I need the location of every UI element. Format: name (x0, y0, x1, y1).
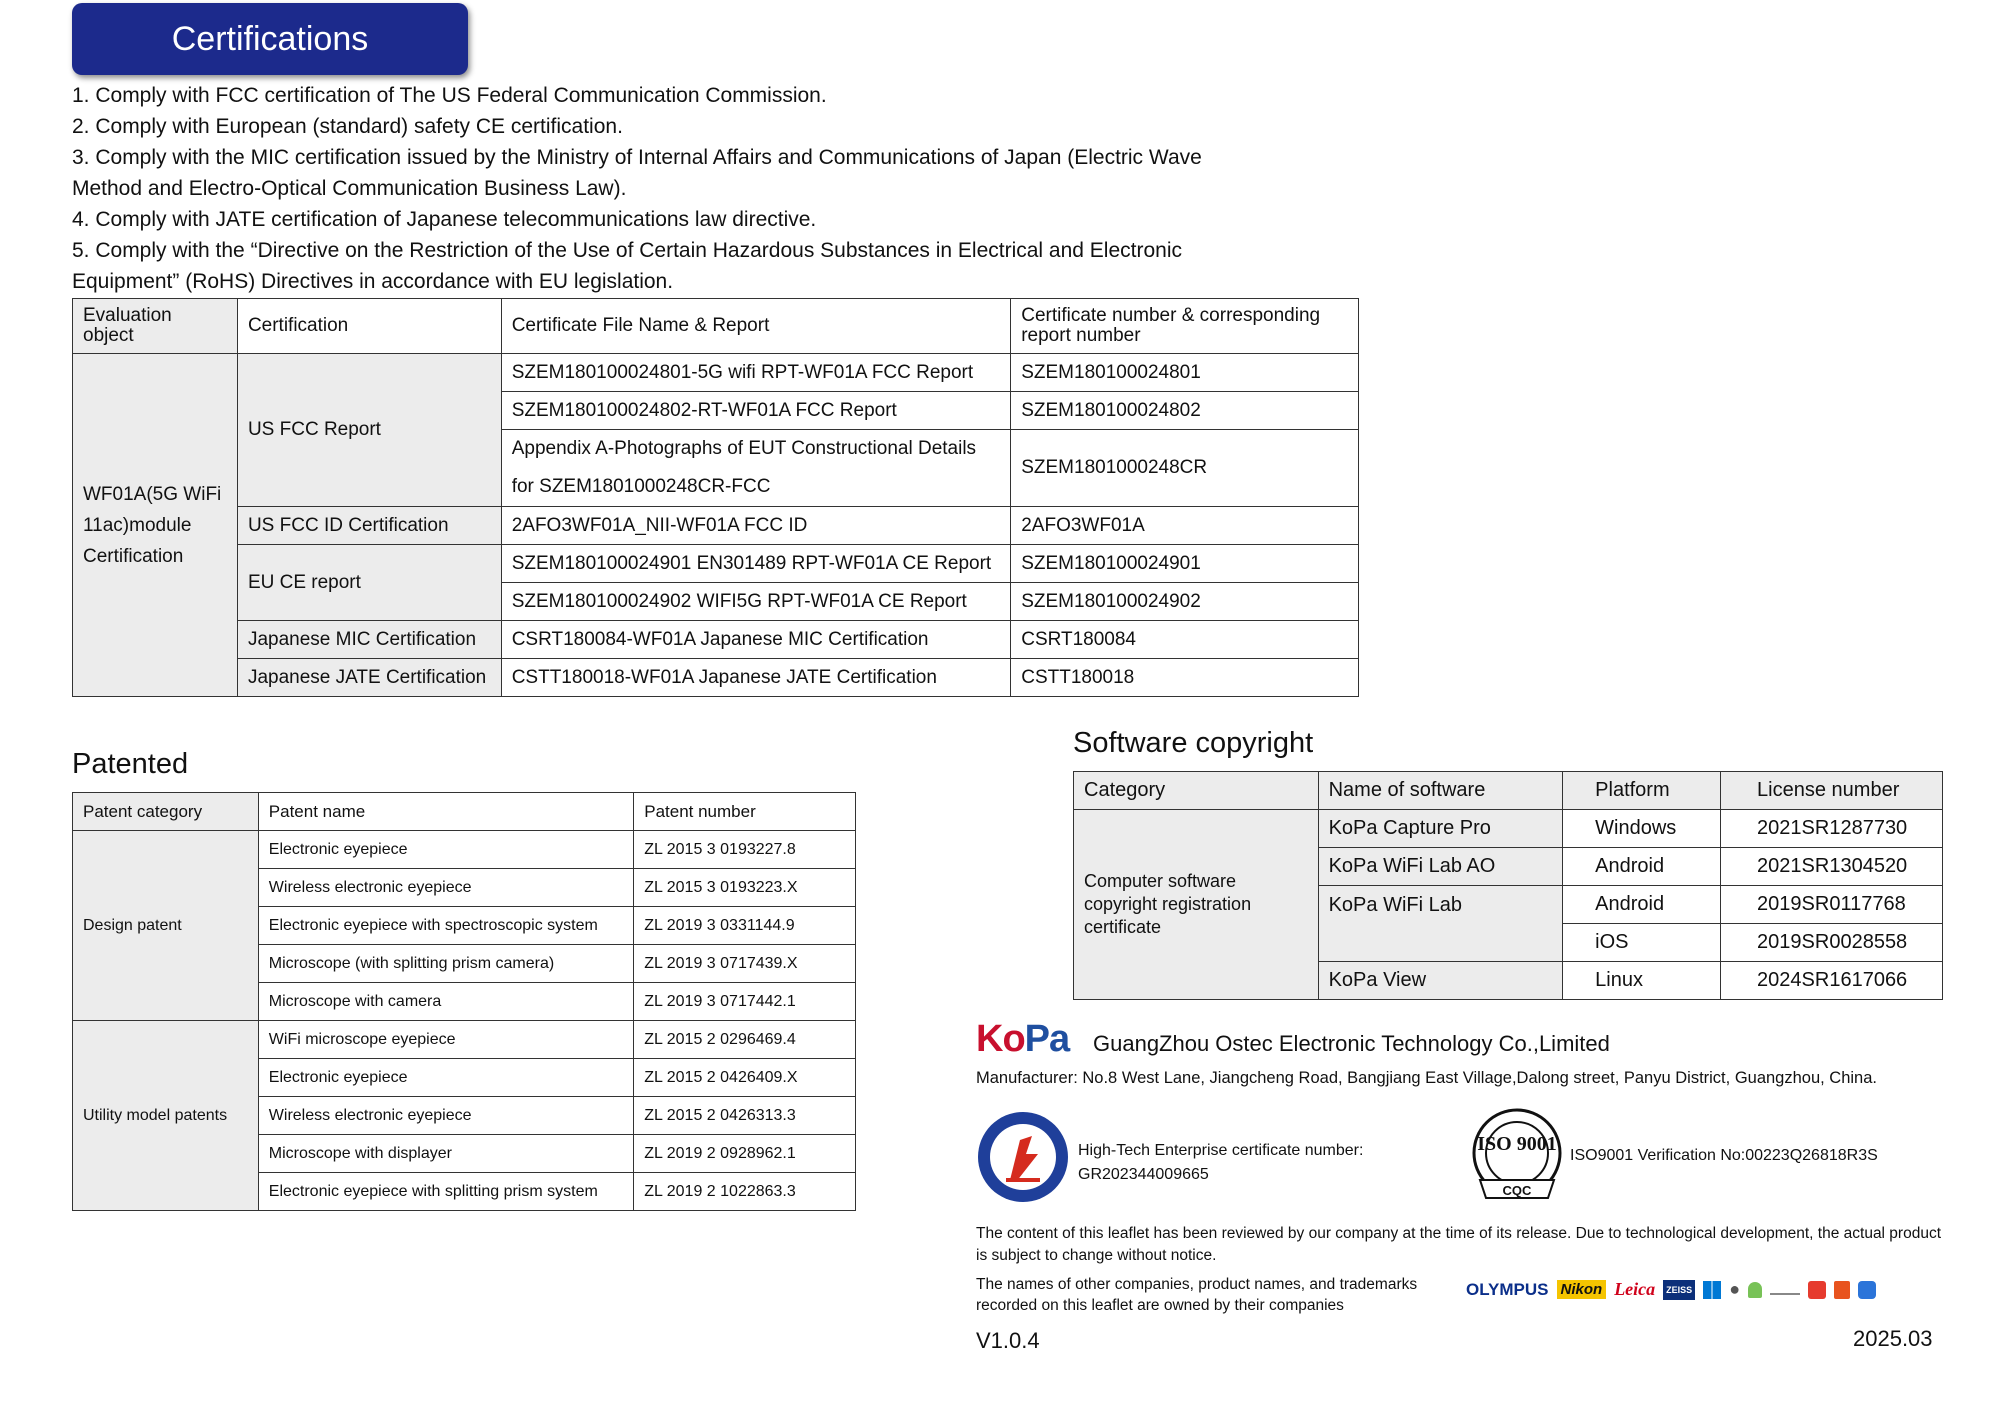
apple-icon: ● (1729, 1279, 1741, 1299)
patent-name: Microscope with camera (258, 983, 633, 1021)
license-cell: 2019SR0028558 (1721, 924, 1943, 962)
patent-name: Microscope (with splitting prism camera) (258, 945, 633, 983)
column-header: Certificate File Name & Report (501, 299, 1011, 354)
table-header-row (73, 793, 856, 831)
software-name: KoPa Capture Pro (1318, 810, 1563, 848)
compliance-line: Method and Electro-Optical Communication Business Law). (72, 177, 627, 200)
patent-name: Wireless electronic eyepiece (258, 869, 633, 907)
app-icon (1858, 1281, 1876, 1299)
compliance-line: 4. Comply with JATE certification of Japanese telecommunications law directive. (72, 208, 817, 231)
software-name: KoPa WiFi Lab AO (1318, 848, 1563, 886)
table-header-row (1074, 772, 1943, 810)
table-row (73, 354, 1359, 392)
table-row (1074, 810, 1943, 848)
number-cell: SZEM1801000248CR (1011, 430, 1359, 507)
patent-name: Electronic eyepiece (258, 831, 633, 869)
logo-text: Ko (976, 1018, 1025, 1060)
leica-logo: Leica (1614, 1279, 1656, 1299)
manufacturer-address: Manufacturer: No.8 West Lane, Jiangcheng Road, Bangjiang East Village,Dalong street, Panyu District, Guangzhou, China. (976, 1069, 1877, 1087)
file-name-cell: Appendix A-Photographs of EUT Constructional Details for SZEM1801000248CR-FCC (501, 430, 1011, 507)
table-row (73, 621, 1359, 659)
patent-number: ZL 2015 3 0193227.8 (634, 831, 856, 869)
file-name-cell: CSTT180018-WF01A Japanese JATE Certification (501, 659, 1011, 697)
column-header: Patent category (73, 793, 259, 831)
column-header: Certificate number & corresponding report number (1011, 299, 1359, 354)
evaluation-object: WF01A(5G WiFi 11ac)module Certification (73, 354, 238, 697)
compliance-line: 2. Comply with European (standard) safety CE certification. (72, 115, 623, 138)
file-name-cell: 2AFO3WF01A_NII-WF01A FCC ID (501, 507, 1011, 545)
certification-group: US FCC Report (237, 354, 501, 507)
date-label: 2025.03 (1853, 1326, 1933, 1351)
platform-cell: Linux (1563, 962, 1721, 1000)
compliance-line: 5. Comply with the “Directive on the Restriction of the Use of Certain Hazardous Substances in Electrical and Electronic (72, 239, 1183, 262)
patent-table (72, 792, 856, 1211)
file-name-cell: CSRT180084-WF01A Japanese MIC Certification (501, 621, 1011, 659)
column-header: License number (1721, 772, 1943, 810)
nikon-logo: Nikon (1557, 1280, 1607, 1299)
harmonyos-icon (1770, 1285, 1800, 1295)
certification-group: Japanese MIC Certification (237, 621, 501, 659)
table-row (73, 1021, 856, 1059)
file-name-cell: SZEM180100024801-5G wifi RPT-WF01A FCC Report (501, 354, 1011, 392)
olympus-logo: OLYMPUS (1466, 1279, 1549, 1299)
certification-group: EU CE report (237, 545, 501, 621)
trademark-text: The names of other companies, product names, and trademarks recorded on this leaflet are owned by their companies (976, 1276, 1418, 1314)
iso-seal-text: ISO 9001 (1477, 1133, 1557, 1155)
table-header-row (73, 299, 1359, 354)
patent-number: ZL 2019 2 1022863.3 (634, 1173, 856, 1211)
column-header: Patent number (634, 793, 856, 831)
software-category: Computer software copyright registration certificate (1074, 810, 1319, 1000)
file-name-cell: SZEM180100024902 WIFI5G RPT-WF01A CE Report (501, 583, 1011, 621)
office-icon (1834, 1281, 1850, 1299)
windows-icon (1703, 1281, 1721, 1299)
table-row (73, 659, 1359, 697)
license-cell: 2019SR0117768 (1721, 886, 1943, 924)
patent-name: WiFi microscope eyepiece (258, 1021, 633, 1059)
column-header: Category (1074, 772, 1319, 810)
patent-number: ZL 2019 2 0928962.1 (634, 1135, 856, 1173)
patent-number: ZL 2019 3 0717442.1 (634, 983, 856, 1021)
patent-name: Electronic eyepiece with splitting prism system (258, 1173, 633, 1211)
patented-title: Patented (72, 748, 189, 780)
patent-name: Microscope with displayer (258, 1135, 633, 1173)
certification-group: Japanese JATE Certification (237, 659, 501, 697)
compliance-line: Equipment” (RoHS) Directives in accordance with EU legislation. (72, 270, 674, 293)
software-name: KoPa View (1318, 962, 1563, 1000)
number-cell: 2AFO3WF01A (1011, 507, 1359, 545)
patent-number: ZL 2015 2 0426409.X (634, 1059, 856, 1097)
iso-text: ISO9001 Verification No:00223Q26818R3S (1570, 1147, 1878, 1164)
column-header: Patent name (258, 793, 633, 831)
certification-table (72, 298, 1359, 697)
license-cell: 2021SR1304520 (1721, 848, 1943, 886)
number-cell: SZEM180100024901 (1011, 545, 1359, 583)
patent-category: Design patent (73, 831, 259, 1021)
certifications-header: Certifications (72, 3, 468, 75)
number-cell: SZEM180100024802 (1011, 392, 1359, 430)
patent-name: Electronic eyepiece (258, 1059, 633, 1097)
file-name-cell: SZEM180100024901 EN301489 RPT-WF01A CE Report (501, 545, 1011, 583)
kopa-logo (976, 1018, 1069, 1061)
cqc-text: CQC (1502, 1183, 1532, 1198)
high-tech-badge-icon (976, 1110, 1070, 1204)
table-row (73, 507, 1359, 545)
column-header: Certification (237, 299, 501, 354)
number-cell: SZEM180100024902 (1011, 583, 1359, 621)
column-header: Name of software (1318, 772, 1563, 810)
compliance-line: 1. Comply with FCC certification of The US Federal Communication Commission. (72, 84, 827, 107)
high-tech-text (1078, 1139, 1363, 1187)
platform-cell: Android (1563, 848, 1721, 886)
version-label: V1.0.4 (976, 1328, 1040, 1353)
patent-category: Utility model patents (73, 1021, 259, 1211)
number-cell: CSTT180018 (1011, 659, 1359, 697)
software-name: KoPa WiFi Lab (1318, 886, 1563, 962)
patent-number: ZL 2015 2 0296469.4 (634, 1021, 856, 1059)
compliance-line: 3. Comply with the MIC certification issued by the Ministry of Internal Affairs and Communications of Japan (Electric Wave (72, 146, 1202, 169)
platform-cell: iOS (1563, 924, 1721, 962)
patent-number: ZL 2019 3 0331144.9 (634, 907, 856, 945)
compliance-list (72, 80, 1272, 297)
software-table (1073, 771, 1943, 1000)
patent-number: ZL 2019 3 0717439.X (634, 945, 856, 983)
file-name-cell: SZEM180100024802-RT-WF01A FCC Report (501, 392, 1011, 430)
android-icon (1748, 1282, 1762, 1298)
platform-cell: Android (1563, 886, 1721, 924)
iso9001-badge-icon (1470, 1108, 1564, 1206)
certification-group: US FCC ID Certification (237, 507, 501, 545)
high-tech-number: GR202344009665 (1078, 1166, 1209, 1183)
patent-number: ZL 2015 3 0193223.X (634, 869, 856, 907)
license-cell: 2021SR1287730 (1721, 810, 1943, 848)
license-cell: 2024SR1617066 (1721, 962, 1943, 1000)
table-row (73, 831, 856, 869)
column-header: Platform (1563, 772, 1721, 810)
company-name: GuangZhou Ostec Electronic Technology Co.,Limited (1093, 1031, 1610, 1056)
high-tech-label: High-Tech Enterprise certificate number: (1078, 1142, 1364, 1159)
brand-logos (1466, 1279, 1876, 1300)
table-row (73, 545, 1359, 583)
number-cell: SZEM180100024801 (1011, 354, 1359, 392)
patent-name: Electronic eyepiece with spectroscopic system (258, 907, 633, 945)
patent-name: Wireless electronic eyepiece (258, 1097, 633, 1135)
number-cell: CSRT180084 (1011, 621, 1359, 659)
zeiss-logo: ZEISS (1663, 1280, 1695, 1300)
patent-number: ZL 2015 2 0426313.3 (634, 1097, 856, 1135)
platform-cell: Windows (1563, 810, 1721, 848)
logo-text: Pa (1024, 1018, 1070, 1060)
notice-text: The content of this leaflet has been reviewed by our company at the time of its release. Due to technological development, the actual product is subject to change without notice. (976, 1225, 1942, 1264)
column-header: Evaluation object (73, 299, 238, 354)
wps-icon (1808, 1281, 1826, 1299)
software-copyright-title: Software copyright (1073, 727, 1314, 759)
